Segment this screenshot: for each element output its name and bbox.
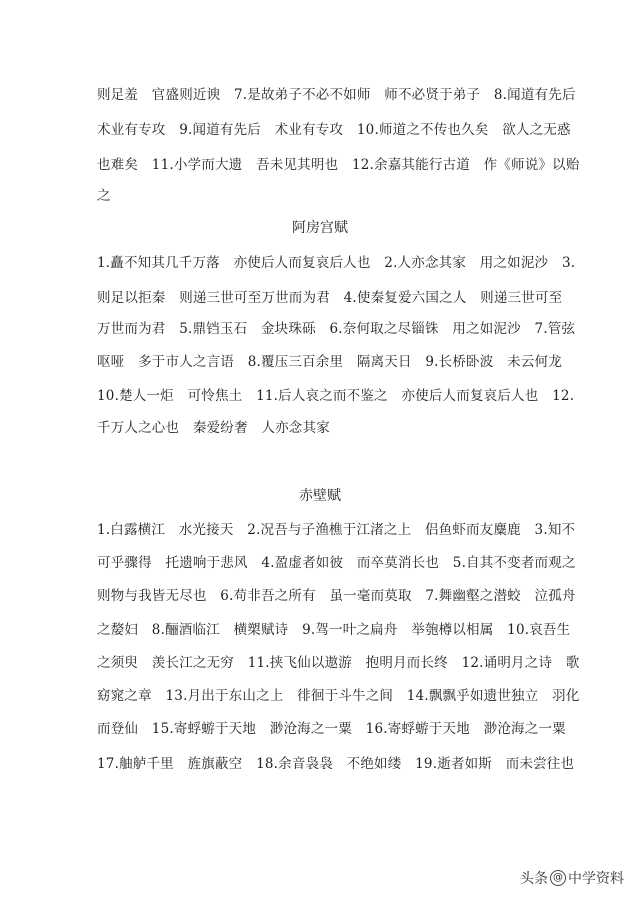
text-line: 呕哑 多于市人之言语 8.覆压三百余里 隔离天日 9.长桥卧波 未云何龙 (97, 354, 562, 370)
text-line: 则足以拒秦 则递三世可至万世而为君 4.使秦复爱六国之人 则递三世可至 (97, 290, 563, 306)
text-line: 17.舳舻千里 旌旗蔽空 18.余音袅袅 不绝如缕 19.逝者如斯 而未尝往也 (97, 756, 575, 772)
text-line: 万世而为君 5.鼎铛玉石 金块珠砾 6.奈何取之尽锱铢 用之如泥沙 7.管弦 (97, 321, 576, 337)
watermark (520, 868, 624, 888)
watermark-account: 中学资料 (568, 871, 624, 887)
watermark-prefix: 头条 (520, 871, 548, 887)
at-icon: @ (550, 870, 566, 886)
text-line: 1.白露横江 水光接天 2.况吾与子渔樵于江渚之上 侣鱼虾而友麋鹿 3.知不 (97, 522, 576, 538)
text-line: 术业有专攻 9.闻道有先后 术业有专攻 10.师道之不传也久矣 欲人之无惑 (97, 122, 571, 138)
text-line: 可乎骤得 托遗响于悲风 4.盈虚者如彼 而卒莫消长也 5.自其不变者而观之 (97, 555, 576, 571)
section-title-epang-palace: 阿房宫赋 (292, 220, 348, 236)
section-title-red-cliff: 赤壁赋 (299, 488, 341, 504)
text-line: 1.矗不知其几千万落 亦使后人而复哀后人也 2.人亦念其家 用之如泥沙 3. (97, 255, 576, 271)
text-line: 窈窕之章 13.月出于东山之上 徘徊于斗牛之间 14.飘飘乎如遗世独立 羽化 (97, 688, 580, 704)
text-line: 之 (97, 188, 111, 204)
text-line: 也难矣 11.小学而大遗 吾未见其明也 12.余嘉其能行古道 作《师说》以贻 (97, 157, 580, 173)
text-line: 则物与我皆无尽也 6.苟非吾之所有 虽一毫而莫取 7.舞幽壑之潜蛟 泣孤舟 (97, 588, 576, 604)
text-line: 则足羞 官盛则近谀 7.是故弟子不必不如师 师不必贤于弟子 8.闻道有先后 (97, 87, 576, 103)
text-line: 10.楚人一炬 可怜焦土 11.后人哀之而不鉴之 亦使后人而复哀后人也 12. (97, 388, 575, 404)
text-line: 之嫠妇 8.酾酒临江 横槊赋诗 9.驾一叶之扁舟 举匏樽以相属 10.哀吾生 (97, 622, 571, 638)
text-line: 之须臾 羡长江之无穷 11.挟飞仙以遨游 抱明月而长终 12.诵明月之诗 歌 (97, 655, 580, 671)
text-line: 千万人之心也 秦爱纷奢 人亦念其家 (97, 420, 330, 436)
text-line: 而登仙 15.寄蜉蝣于天地 渺沧海之一粟 16.寄蜉蝣于天地 渺沧海之一粟 (97, 721, 566, 737)
